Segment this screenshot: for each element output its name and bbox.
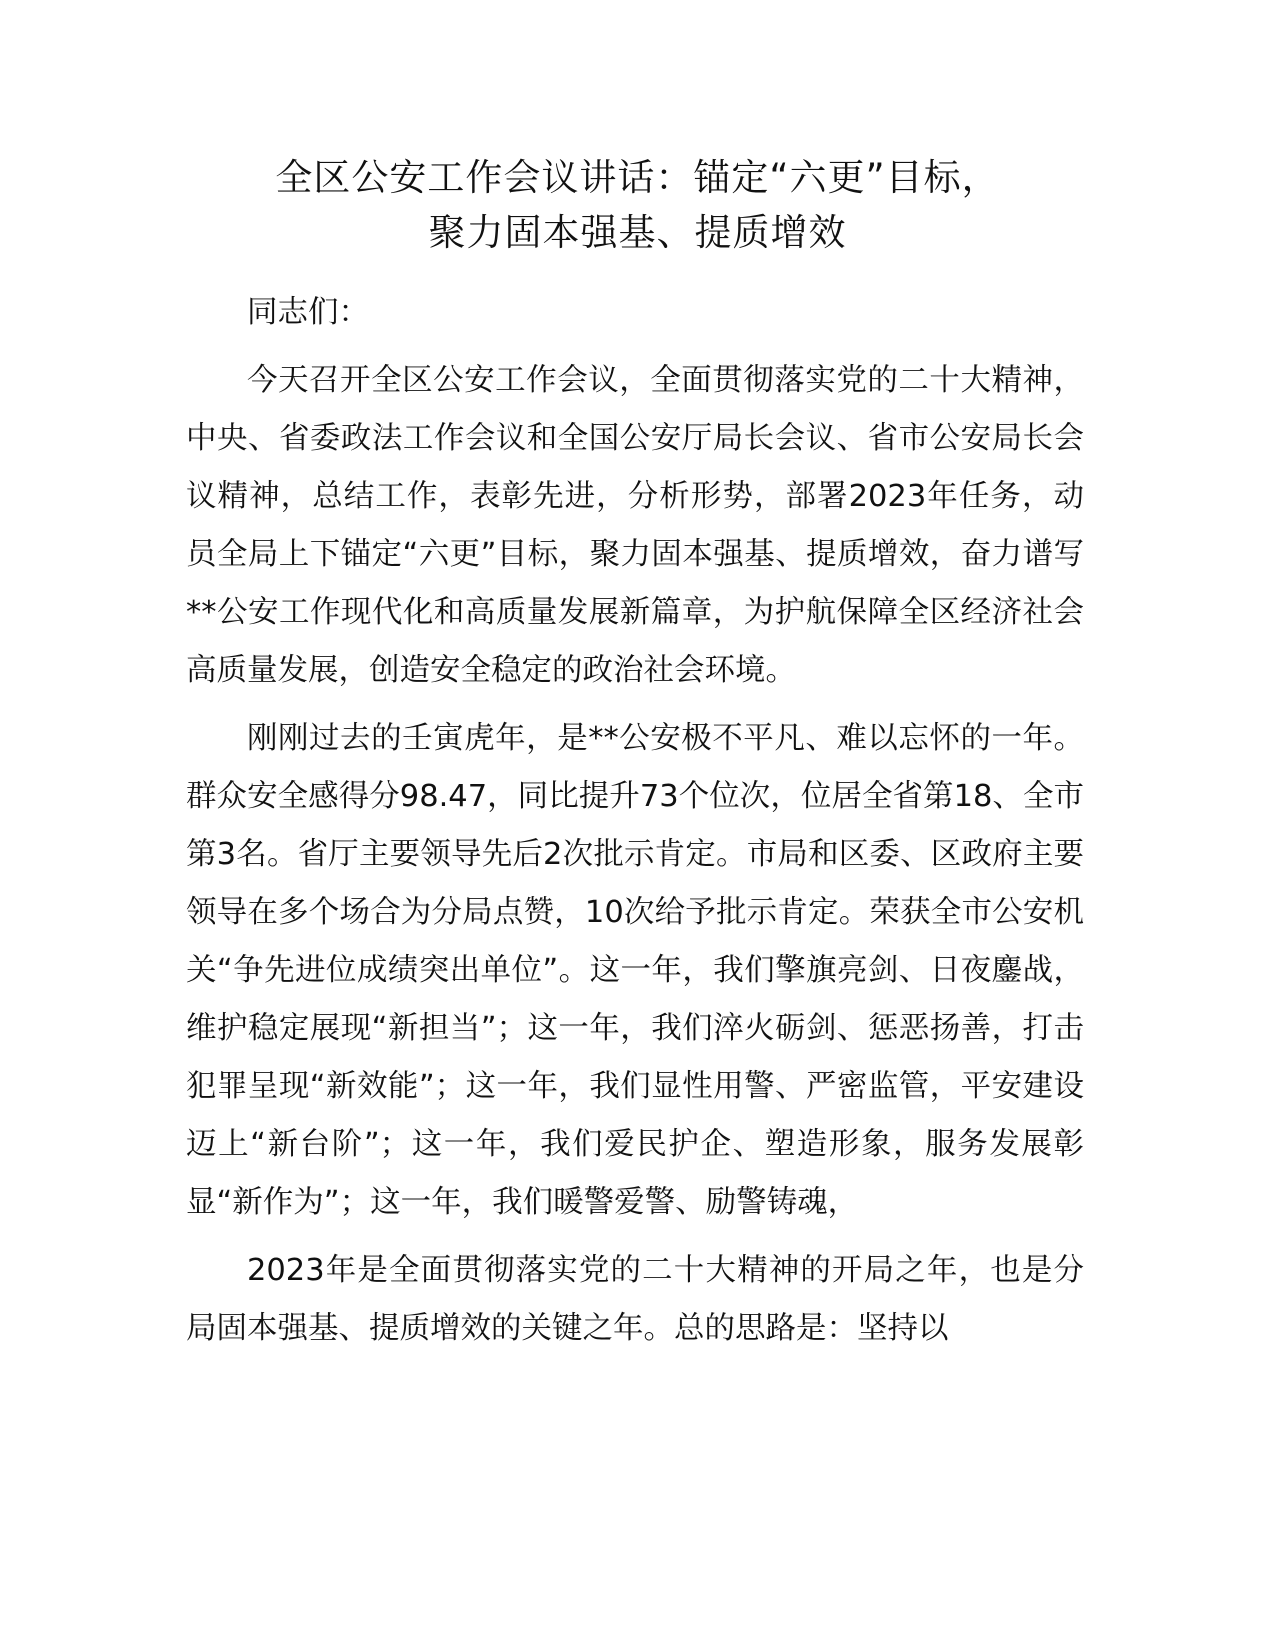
paragraph-review: 刚刚过去的壬寅虎年，是**公安极不平凡、难以忘怀的一年。群众安全感得分98.47，同比提升73个位次，位居全省第18、全市第3名。省厅主要领导先后2次批示肯定。市局和区委、区政府主要领导在多个场合为分局点赞，10次给予批示肯定。荣获全市公安机关“争先进位成绩突出单位”。这一年，我们擎旗亮剑、日夜鏖战，维护稳定展现“新担当”；这一年，我们淬火砺剑、惩恶扬善，打击犯罪呈现“新效能”；这一年，我们显性用警、严密监管，平安建设迈上“新台阶”；这一年，我们爱民护企、塑造形象，服务发展彰显“新作为”；这一年，我们暖警爱警、励警铸魂， <box>186 721 1084 1220</box>
title-line-2: 聚力固本强基、提质增效 <box>428 211 847 254</box>
title-line-1: 全区公安工作会议讲话：锚定“六更”目标， <box>275 156 1000 199</box>
paragraph-outlook: 2023年是全面贯彻落实党的二十大精神的开局之年，也是分局固本强基、提质增效的关键之年。总的思路是：坚持以 <box>186 1253 1084 1346</box>
document-body <box>186 284 1084 1368</box>
salutation: 同志们： <box>247 295 369 330</box>
document-title <box>150 150 1125 260</box>
paragraph-opening: 今天召开全区公安工作会议，全面贯彻落实党的二十大精神，中央、省委政法工作会议和全国公安厅局长会议、省市公安局长会议精神，总结工作，表彰先进，分析形势，部署2023年任务，动员全局上下锚定“六更”目标，聚力固本强基、提质增效，奋力谱写**公安工作现代化和高质量发展新篇章，为护航保障全区经济社会高质量发展，创造安全稳定的政治社会环境。 <box>186 363 1084 688</box>
